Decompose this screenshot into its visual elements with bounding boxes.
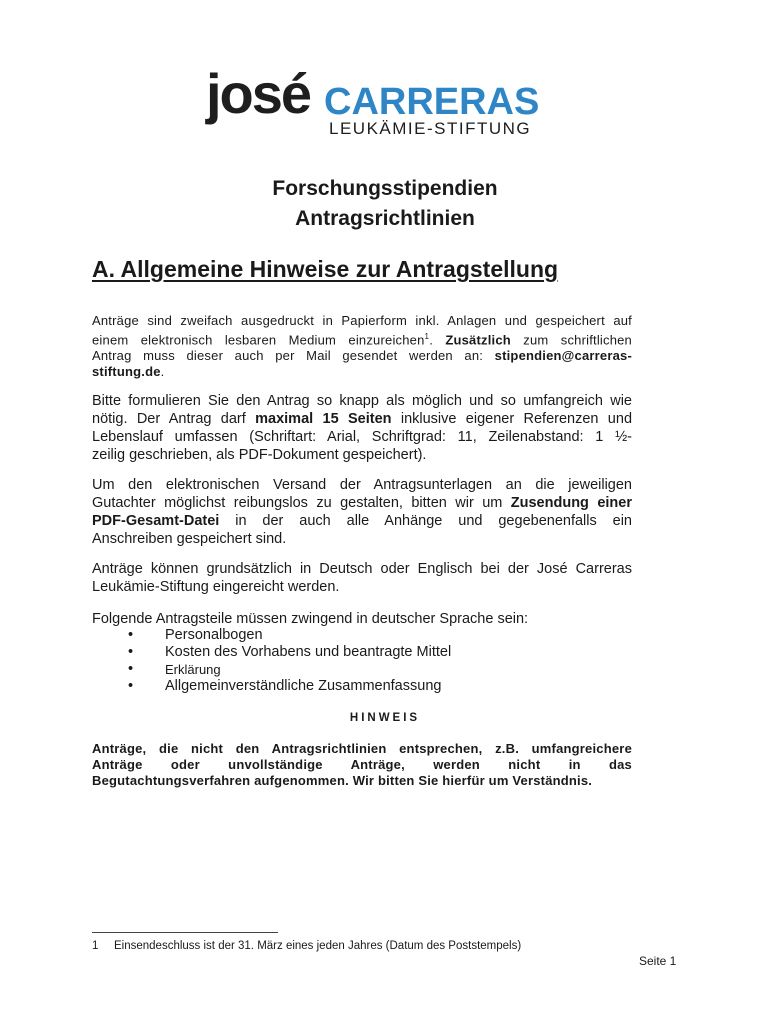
- page-number: Seite 1: [639, 954, 677, 968]
- footnote-ref: 1: [424, 332, 430, 341]
- paragraph-line: Bitte formulieren Sie den Antrag so knapp als möglich und so umfangreich wie: [92, 393, 632, 409]
- paragraph-line: Um den elektronischen Versand der Antragsunterlagen an die jeweiligen: [92, 477, 632, 493]
- logo-wordmark-jose: josé: [206, 62, 311, 125]
- paragraph-line: Begutachtungsverfahren aufgenommen. Wir bitten Sie hierfür um Verständnis.: [92, 773, 593, 788]
- paragraph-line: einem elektronisch lesbaren Medium einzureichen$^1$. Zusätzlich zum schriftlichen: [92, 332, 632, 348]
- foundation-logo: [206, 62, 566, 144]
- paragraph-line: Leukämie-Stiftung eingereicht werden.: [92, 579, 340, 595]
- paragraph-line: nötig. Der Antrag darf maximal 15 Seiten inklusive eigener Referenzen und: [92, 411, 633, 427]
- logo-subtitle: LEUKÄMIE-STIFTUNG: [329, 119, 532, 138]
- footnote-text: Einsendeschluss ist der 31. März eines jeden Jahres (Datum des Poststempels): [114, 940, 522, 952]
- bullet-marker: •: [128, 678, 134, 694]
- footnote-divider: [92, 932, 278, 933]
- paragraph-line: Folgende Antragsteile müssen zwingend in deutscher Sprache sein:: [92, 611, 529, 627]
- footnote: [92, 940, 521, 952]
- list-item: [92, 678, 592, 695]
- bullet-marker: •: [128, 627, 134, 643]
- list-item: [92, 644, 592, 661]
- document-title: [0, 174, 770, 234]
- list-item-text: Allgemeinverständliche Zusammenfassung: [165, 678, 442, 694]
- paragraph-language: [92, 560, 632, 596]
- paragraph-length: [92, 392, 632, 464]
- paragraph-line: Anträge sind zweifach ausgedruckt in Papierform inkl. Anlagen und gespeichert auf: [92, 313, 632, 328]
- paragraph-submission: [92, 313, 632, 380]
- list-item: [92, 661, 592, 678]
- paragraph-line: Lebenslauf umfassen (Schriftart: Arial, Schriftgrad: 11, Zeilenabstand: 1 ½-: [92, 429, 632, 445]
- logo-wordmark-carreras: CARRERAS: [324, 81, 540, 123]
- required-parts-list: [92, 627, 592, 695]
- paragraph-line: Anschreiben gespeichert sind.: [92, 531, 287, 547]
- paragraph-line: Anträge können grundsätzlich in Deutsch oder Englisch bei der José Carreras: [92, 561, 632, 577]
- section-heading: A. Allgemeine Hinweise zur Antragstellung: [92, 256, 559, 282]
- paragraph-pdf: [92, 476, 632, 548]
- bullet-marker: •: [128, 644, 134, 660]
- paragraph-german-parts: [92, 610, 632, 628]
- paragraph-line: Gutachter möglichst reibungslos zu gestalten, bitten wir um Zusendung einer: [92, 495, 632, 511]
- title-line-2: Antragsrichtlinien: [295, 207, 475, 230]
- paragraph-line: stiftung.de.: [92, 364, 165, 380]
- notice-heading: HINWEIS: [349, 712, 421, 724]
- list-item-text: Personalbogen: [165, 627, 263, 643]
- list-item: [92, 627, 592, 644]
- list-item-text: Erklärung: [165, 662, 221, 677]
- paragraph-line: Antrag muss dieser auch per Mail gesendet werden an: stipendien@carreras-: [92, 348, 632, 364]
- paragraph-line: Anträge, die nicht den Antragsrichtlinien entsprechen, z.B. umfangreichere: [92, 741, 632, 756]
- email-address: stipendien@carreras-: [494, 348, 632, 364]
- footnote-number: 1: [92, 940, 99, 952]
- bullet-marker: •: [128, 661, 134, 677]
- paragraph-line: Anträge oder unvollständige Anträge, werden nicht in das: [92, 757, 632, 772]
- paragraph-line: PDF-Gesamt-Datei in der auch alle Anhänge und gegebenenfalls ein: [92, 513, 632, 529]
- notice-text: [92, 741, 632, 789]
- title-line-1: Forschungsstipendien: [272, 177, 498, 200]
- paragraph-line: zeilig geschrieben, als PDF-Dokument gespeichert).: [92, 447, 427, 463]
- list-item-text: Kosten des Vorhabens und beantragte Mittel: [165, 644, 452, 660]
